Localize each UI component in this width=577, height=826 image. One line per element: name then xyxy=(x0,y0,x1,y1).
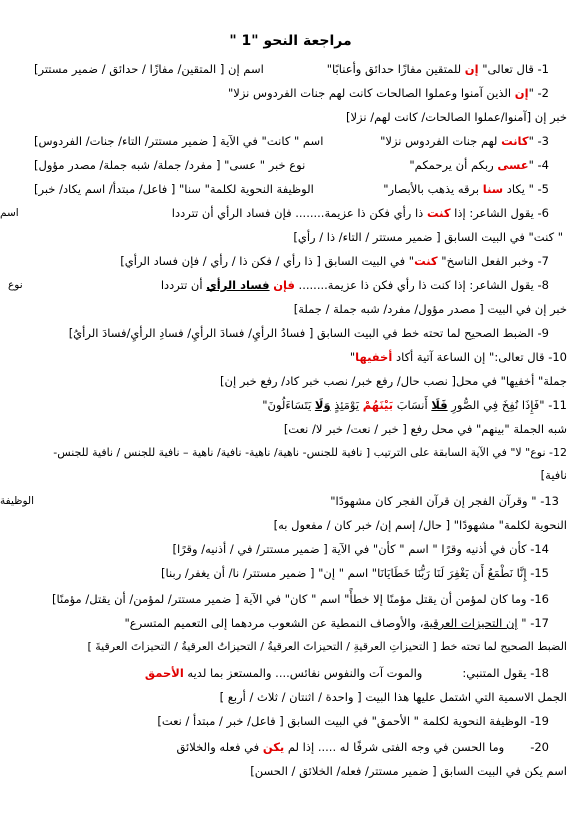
question-4-options: نوع خبر " عسى" [ مفرد/ جملة/ شبه جملة/ مصدر مؤول] xyxy=(34,158,306,172)
question-17-options: الضبط الصحيح لما تحته خط [ التحيزاتِ العرقيةِ / التحيزاتَ العرقيةُ / التحيزاتُ العرقيةُ / التحيزاتَ العرقيةَ ] xyxy=(87,640,567,653)
question-6-text: 6- يقول الشاعر: إذا كنت ذا رأي فكن ذا عزيمة........ فإن فساد الرأي أن تترددا xyxy=(171,206,549,220)
question-20: 20-وما الحسن في وجه الفتى شرفًا له ..... إذا لم يكن في فعله والخلائق xyxy=(176,740,549,754)
underlined-phrase: فساد الرأي xyxy=(206,278,270,292)
question-6-edge-text: اسم xyxy=(0,207,19,219)
question-8-options: خبر إن في البيت [ مصدر مؤول/ مفرد/ شبه جملة / جملة] xyxy=(293,302,567,316)
question-12: 12- نوع" لا" في الآية السابقة على الترتيب [ نافية للجنس- ناهية/ ناهية- نافية/ ناهية – نافية للجنس / نافية للجنس- xyxy=(53,446,567,459)
question-19: 19- الوظيفة النحوية لكلمة " الأحمق" في البيت السابق [ فاعل/ خبر / مبتدأ / نعت] xyxy=(157,714,549,728)
question-1 xyxy=(14,58,567,80)
question-7: 7- وخبر الفعل الناسخ" كنت" في البيت السابق [ ذا رأي / فكن ذا / رأي / فإن فساد الرأي] xyxy=(120,254,549,268)
question-5-options: الوظيفة النحوية لكلمة" سنا" [ فاعل/ مبتدأ/ اسم يكاد/ خبر] xyxy=(34,182,314,196)
question-13-options: النحوية لكلمة" مشهودًا" [ حال/ إسم إن/ خبر كان / مفعول به] xyxy=(273,518,567,532)
page-title: مراجعة النحو "1 " xyxy=(229,33,352,49)
question-6 xyxy=(0,202,567,224)
question-8: 8- يقول الشاعر: إذا كنت ذا رأي فكن ذا عزيمة........ فإن فساد الرأي أن تترددا نوع xyxy=(0,274,567,296)
question-4 xyxy=(14,154,567,176)
question-18: 18- يقول المتنبي:والموت آت والنفوس نفائس.... والمستعز بما لديه الأحمق xyxy=(144,666,549,680)
underlined-phrase: إن التحيزات العرقية xyxy=(423,616,518,630)
question-17: 17- " إن التحيزات العرقية، والأوصاف النمطية عن الشعوب مردهما إلى التعميم المتسرع" xyxy=(124,616,549,630)
question-1-text: 1- قال تعالى" إن للمتقين مفازًا حدائق وأعنابًا" xyxy=(326,62,549,76)
question-13: 13- " وقرآن الفجر إن قرآن الفجر كان مشهودًا" الوظيفة xyxy=(0,490,559,512)
question-2-text: 2- "إن الذين آمنوا وعملوا الصالحات كانت لهم جنات الفردوس نزلا" xyxy=(227,86,549,100)
question-2-options: خبر إن [آمنوا/عملوا الصالحات/ كانت لهم/ نزلا] xyxy=(346,110,567,124)
question-10-options: جملة" أخفيها" في محل[ نصب حال/ رفع خبر/ نصب خبر كاد/ رفع خبر إن] xyxy=(220,374,567,388)
question-2 xyxy=(14,82,567,104)
question-18-options: الجمل الاسمية التي اشتمل عليها هذا البيت [ واحدة / اثنتان / ثلاث / أربع ] xyxy=(219,690,567,704)
question-9: 9- الضبط الصحيح لما تحته خط في البيت السابق [ فسادُ الرأيِ/ فسادَ الرأيِ/ فسادِ الرأيِ/فسادَ الرأيُ] xyxy=(68,326,549,340)
question-3-options: اسم " كانت" في الآية [ ضمير مستتر/ التاء/ جنات/ الفردوس] xyxy=(34,134,324,148)
question-3-text: 3- "كانت لهم جنات الفردوس نزلا" xyxy=(380,134,549,148)
question-10: 10- قال تعالى:" إن الساعة آتية أكاد أخفيها" xyxy=(349,350,567,364)
question-6-options: " كنت" في البيت السابق [ ضمير مستتر / التاء/ ذا / رأي] xyxy=(293,230,563,244)
question-12-continued: نافية] xyxy=(540,468,567,482)
question-13-edge-text: الوظيفة xyxy=(0,495,35,507)
question-20-options: اسم يكن في البيت السابق [ ضمير مستتر/ فعله/ الخلائق / الحسن] xyxy=(250,764,567,778)
question-3 xyxy=(14,130,567,152)
question-11: 11- "فَإِذَا نُفِخَ فِي الصُّورِ فَلَا أَنسَابَ بَيْنَهُمْ يَوْمَئِذٍ وَلَا يَتَسَاءَلُونَ" xyxy=(262,398,567,412)
question-14: 14- كأن في أذنيه وقرًا " اسم " كأن" في الآية [ ضمير مستتر/ في / أذنيه/ وقرًا] xyxy=(172,542,549,556)
question-16: 16- وما كان لمؤمن أن يقتل مؤمنًا إلا خطأً" اسم " كان" في الآية [ ضمير مستتر/ لمؤمن/ أن يقتل/ مؤمنًا] xyxy=(51,592,549,606)
question-15: 15- إِنَّا نَطْمَعُ أَن يَغْفِرَ لَنَا رَبُّنَا خَطَايَانَا" اسم " إن" [ ضمير مستتر/ نا/ أن يغفر/ ربنا] xyxy=(161,566,549,580)
question-8-edge-text: نوع xyxy=(8,279,23,291)
question-5-text: 5- " يكاد سنا برقه يذهب بالأبصار" xyxy=(383,182,549,196)
question-1-options: اسم إن [ المتقين/ مفازًا / حدائق / ضمير مستتر] xyxy=(34,62,264,76)
question-11-options: شبه الجملة "بينهم" في محل رفع [ خبر / نعت/ خبر لا/ نعت] xyxy=(283,422,567,436)
question-4-text: 4- "عسى ربكم أن يرحمكم" xyxy=(409,158,549,172)
question-5 xyxy=(14,178,567,200)
